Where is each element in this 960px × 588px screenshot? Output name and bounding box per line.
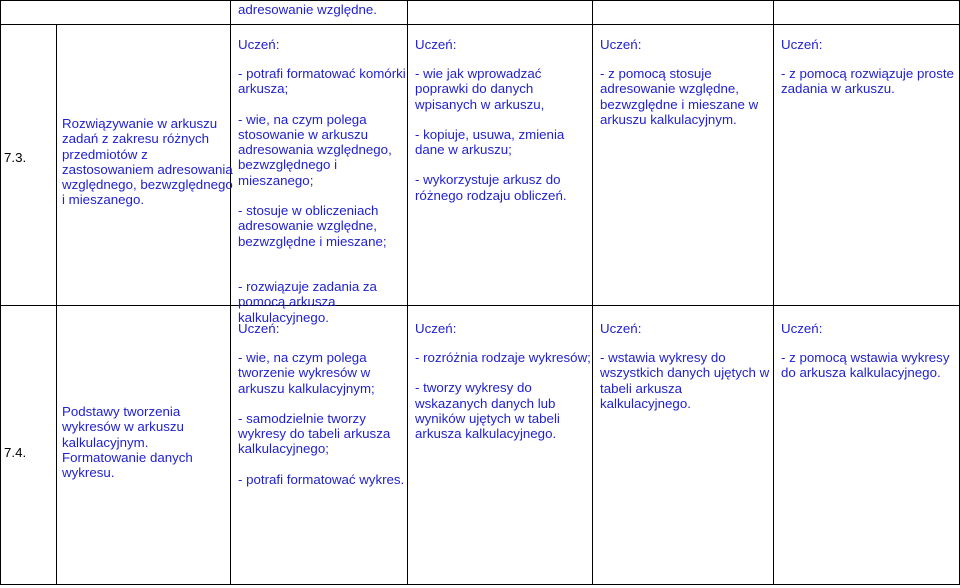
text-line: wskazanych danych lub bbox=[415, 395, 556, 411]
text-line: zastosowaniem adresowania bbox=[62, 161, 233, 177]
text-line: arkuszu kalkulacyjnym; bbox=[238, 380, 375, 396]
text-line: poprawki do danych bbox=[415, 81, 534, 97]
row-divider bbox=[0, 305, 960, 306]
text-line: arkuszu kalkulacyjnym. bbox=[600, 111, 737, 127]
text-line: - potrafi formatować wykres. bbox=[238, 471, 405, 487]
table-bottom-border bbox=[0, 584, 960, 585]
row-number: 7.4. bbox=[4, 445, 27, 460]
line-gap bbox=[238, 264, 406, 279]
text-line: bezwzględne i mieszane; bbox=[238, 233, 387, 249]
text-line: - z pomocą rozwiązuje proste bbox=[781, 66, 954, 81]
row-number: 7.3. bbox=[4, 150, 27, 165]
text-line: - stosuje w obliczeniach bbox=[238, 203, 379, 219]
criteria-cell bbox=[600, 350, 769, 411]
text-line: - z pomocą wstawia wykresy bbox=[781, 350, 950, 365]
text-line: - wie, na czym polega bbox=[238, 111, 367, 127]
criteria-cell bbox=[238, 350, 404, 487]
text-line: - kopiuje, usuwa, zmienia bbox=[415, 126, 565, 142]
text-line: zadania w arkuszu. bbox=[781, 81, 895, 97]
text-line: zadań z zakresu różnych bbox=[62, 131, 210, 147]
criteria-cell bbox=[415, 350, 591, 441]
line-gap bbox=[238, 457, 404, 472]
text-line: tabeli arkusza bbox=[600, 380, 683, 396]
continuation-text: adresowanie względne. bbox=[238, 2, 377, 17]
header-uczen: Uczeń: bbox=[600, 321, 642, 336]
topic-cell bbox=[62, 116, 233, 208]
line-gap bbox=[238, 188, 406, 203]
column-divider bbox=[0, 0, 1, 585]
text-line: kalkulacyjnego; bbox=[238, 441, 329, 457]
column-divider bbox=[773, 0, 774, 585]
text-line: adresowania względnego, bbox=[238, 142, 392, 158]
criteria-cell bbox=[600, 66, 758, 127]
text-line: pomocą arkusza bbox=[238, 294, 336, 310]
criteria-cell bbox=[238, 66, 406, 325]
text-line: - wie jak wprowadzać bbox=[415, 66, 542, 81]
text-line: wykresy do tabeli arkusza bbox=[238, 426, 391, 442]
text-line: przedmiotów z bbox=[62, 146, 148, 162]
text-line: kalkulacyjnym. bbox=[62, 434, 149, 450]
text-line: wpisanych w arkuszu, bbox=[415, 96, 545, 112]
line-gap bbox=[415, 365, 591, 380]
text-line: mieszanego; bbox=[238, 172, 314, 188]
text-line: bezwzględnego i bbox=[238, 157, 338, 173]
text-line: - rozwiązuje zadania za bbox=[238, 278, 377, 294]
text-line: - wykorzystuje arkusz do bbox=[415, 172, 561, 188]
text-line: adresowanie względne, bbox=[600, 81, 739, 97]
line-gap bbox=[238, 97, 406, 112]
table-top-border bbox=[0, 0, 960, 1]
text-line: Rozwiązywanie w arkuszu bbox=[62, 116, 218, 131]
header-uczen: Uczeń: bbox=[238, 321, 280, 336]
text-line: wykresu. bbox=[62, 465, 115, 481]
header-uczen: Uczeń: bbox=[415, 37, 457, 52]
text-line: - wie, na czym polega bbox=[238, 350, 367, 365]
text-line: arkusza; bbox=[238, 81, 289, 97]
column-divider bbox=[407, 0, 408, 585]
text-line: adresowanie względne, bbox=[238, 218, 377, 234]
text-line: - z pomocą stosuje bbox=[600, 66, 712, 81]
header-uczen: Uczeń: bbox=[781, 321, 823, 336]
line-gap bbox=[415, 112, 567, 127]
text-line: do arkusza kalkulacyjnego. bbox=[781, 365, 941, 381]
text-line: - samodzielnie tworzy bbox=[238, 410, 366, 426]
column-divider bbox=[592, 0, 593, 585]
text-line: - rozróżnia rodzaje wykresów; bbox=[415, 350, 591, 365]
text-line: - tworzy wykresy do bbox=[415, 380, 532, 396]
header-uczen: Uczeń: bbox=[600, 37, 642, 52]
row-divider bbox=[0, 24, 960, 25]
text-line: tworzenie wykresów w bbox=[238, 365, 371, 381]
text-line: wszystkich danych ujętych w bbox=[600, 365, 770, 381]
text-line: dane w arkuszu; bbox=[415, 142, 512, 158]
criteria-cell bbox=[415, 66, 567, 203]
text-line: Podstawy tworzenia bbox=[62, 404, 181, 419]
column-divider bbox=[230, 0, 231, 585]
line-gap bbox=[415, 157, 567, 172]
topic-cell bbox=[62, 404, 193, 480]
text-line: bezwzględne i mieszane w bbox=[600, 96, 759, 112]
text-line: kalkulacyjnego. bbox=[238, 309, 329, 325]
line-gap bbox=[238, 249, 406, 264]
text-line: stosowanie w arkuszu bbox=[238, 126, 369, 142]
text-line: względnego, bezwzględnego bbox=[62, 177, 233, 193]
text-line: wykresów w arkuszu bbox=[62, 419, 184, 435]
text-line: Formatowanie danych bbox=[62, 449, 193, 465]
criteria-cell bbox=[781, 350, 949, 381]
text-line: - potrafi formatować komórki bbox=[238, 66, 406, 81]
criteria-cell bbox=[781, 66, 954, 97]
header-uczen: Uczeń: bbox=[781, 37, 823, 52]
text-line: - wstawia wykresy do bbox=[600, 350, 726, 365]
header-uczen: Uczeń: bbox=[238, 37, 280, 52]
text-line: i mieszanego. bbox=[62, 192, 145, 208]
text-line: wyników ujętych w tabeli bbox=[415, 410, 560, 426]
column-divider bbox=[56, 24, 57, 585]
text-line: kalkulacyjnego. bbox=[600, 395, 691, 411]
header-uczen: Uczeń: bbox=[415, 321, 457, 336]
line-gap bbox=[238, 396, 404, 411]
text-line: arkusza kalkulacyjnego. bbox=[415, 426, 557, 442]
text-line: różnego rodzaju obliczeń. bbox=[415, 187, 567, 203]
